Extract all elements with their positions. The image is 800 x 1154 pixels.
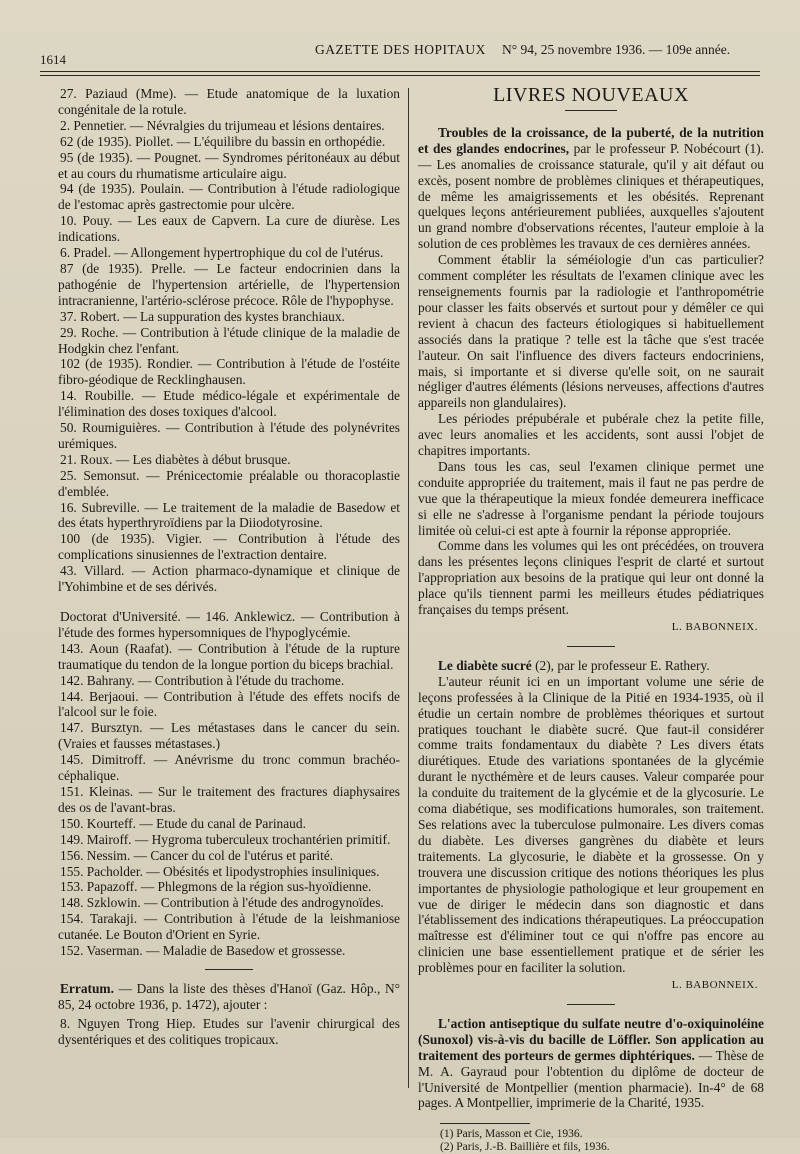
divider bbox=[567, 646, 615, 647]
thesis-entry: 10. Pouy. — Les eaux de Capvern. La cure de diurèse. Les indications. bbox=[58, 213, 400, 245]
thesis-entry: 153. Papazoff. — Phlegmons de la région sus-hyoïdienne. bbox=[60, 879, 372, 895]
book1-intro bbox=[418, 125, 764, 252]
thesis-entry: 50. Roumiguières. — Contribution à l'étude des polynévrites urémiques. bbox=[58, 420, 400, 451]
issue-info: N° 94, 25 novembre 1936. — 109e année. bbox=[502, 42, 731, 57]
column-separator bbox=[408, 88, 409, 1088]
thesis-entry: 147. Bursztyn. — Les métastases dans le cancer du sein. (Vraies et fausses métastases.) bbox=[58, 720, 400, 752]
footnote-1: (1) Paris, Masson et Cie, 1936. bbox=[440, 1128, 583, 1141]
page-header bbox=[40, 40, 760, 70]
footnote-2: (2) Paris, J.-B. Baillière et fils, 1936. bbox=[440, 1141, 610, 1154]
thesis-entry: 6. Pradel. — Allongement hypertrophique du col de l'utérus. bbox=[60, 245, 384, 261]
thesis-entry: 144. Berjaoui. — Contribution à l'étude des effets nocifs de l'alcool sur le foie. bbox=[58, 688, 400, 720]
thesis-entry: 143. Aoun (Raafat). — Contribution à l'étude de la rupture traumatique du tendon de la longue portion du biceps brachial. bbox=[58, 640, 400, 672]
thesis-entry: 37. Robert. — La suppuration des kystes branchiaux. bbox=[60, 308, 345, 324]
header-rule-top bbox=[40, 71, 760, 72]
page-number: 1614 bbox=[40, 52, 66, 67]
thesis-entry: 149. Mairoff. — Hygroma tuberculeux trochantérien primitif. bbox=[60, 831, 391, 847]
divider bbox=[205, 969, 253, 970]
left-column bbox=[58, 86, 400, 1048]
thesis-entry: 62 (de 1935). Piollet. — L'équilibre du bassin en orthopédie. bbox=[60, 133, 386, 149]
thesis-entry: 94 (de 1935). Poulain. — Contribution à l'étude radiologique de l'estomac après gastrectomie pour ulcère. bbox=[58, 181, 400, 213]
book3-text: — Thèse de M. A. Gayraud pour l'obtention du diplôme de docteur de l'Université de Montpellier (mention pharmacie). In-4° de 68 pages. A Montpellier, imprimerie de la Charité, 1935. bbox=[418, 1047, 764, 1111]
thesis-entry: 151. Kleinas. — Sur le traitement des fractures diaphysaires des os de l'avant-bras. bbox=[58, 783, 400, 815]
thesis-list-medicine bbox=[58, 86, 400, 595]
section-title: LIVRES NOUVEAUX bbox=[493, 84, 689, 106]
thesis-entry: 29. Roche. — Contribution à l'étude clinique de la maladie de Hodgkin chez l'enfant. bbox=[58, 324, 400, 356]
thesis-entry: 150. Kourteff. — Etude du canal de Parinaud. bbox=[60, 815, 306, 831]
thesis-entry: 156. Nessim. — Cancer du col de l'utérus et parité. bbox=[60, 847, 334, 863]
thesis-entry: 43. Villard. — Action pharmaco-dynamique et clinique de l'Yohimbine et de ses dérivés. bbox=[58, 563, 400, 595]
book2-title: Le diabète sucré bbox=[438, 657, 532, 673]
book3-body bbox=[418, 1016, 764, 1111]
erratum-label: Erratum. bbox=[60, 980, 114, 996]
book2-heading bbox=[418, 658, 764, 674]
thesis-entry: 87 (de 1935). Prelle. — Le facteur endocrinien dans la pathogénie de l'hypertension artérielle, de l'hypertension intracranienne, l'artério-sclérose précoce. Rôle de l'hypophyse. bbox=[58, 260, 400, 308]
book3-title: L'action antiseptique du sulfate neutre d'o-oxiquinoléine (Sunoxol) vis-à-vis du bacille de Löffler. Son application au traitement des porteurs de germes diphtériques. bbox=[418, 1015, 764, 1063]
divider bbox=[567, 1004, 615, 1005]
footnote-rule bbox=[440, 1123, 530, 1124]
thesis-entry: 21. Roux. — Les diabètes à début brusque. bbox=[60, 451, 291, 467]
thesis-entry: 25. Semonsut. — Prénicectomie préalable ou thoracoplastie d'emblée. bbox=[58, 467, 400, 499]
thesis-entry: 14. Roubille. — Etude médico-légale et expérimentale de l'élimination des doses toxiques d'alcool. bbox=[58, 388, 400, 420]
thesis-list-university bbox=[58, 641, 400, 959]
header-rule-bottom bbox=[40, 75, 760, 76]
book-review-2 bbox=[418, 658, 764, 994]
erratum bbox=[58, 981, 400, 1013]
book2-signature: L. BABONNEIX. bbox=[671, 979, 758, 992]
thesis-entry: 152. Vaserman. — Maladie de Basedow et grossesse. bbox=[60, 943, 346, 959]
thesis-entry: 145. Dimitroff. — Anévrisme du tronc commun brachéo-céphalique. bbox=[58, 752, 400, 784]
erratum-text: — Dans la liste des thèses d'Hanoï (Gaz. Hôp., N° 85, 24 octobre 1936, p. 1472), ajouter : bbox=[58, 980, 400, 1012]
spacer bbox=[58, 595, 400, 609]
book1-p1: — Les anomalies de croissance staturale, qu'il y ait défaut ou excès, posent nombre de problèmes cliniques et thérapeutiques, de même les amaigrissements et les obésités. Reprenant quelques leçons antérieurement publiées, auxquelles s'ajoutent un grand nombre d'observations récentes, l'auteur emploie à la solution de ces problèmes les travaux de ces dernières années. bbox=[418, 156, 764, 252]
erratum-entry: 8. Nguyen Trong Hiep. Etudes sur l'avenir chirurgical des dysentériques et des colitiques tropicaux. bbox=[58, 1015, 400, 1047]
book1-p4: Dans tous les cas, seul l'examen clinique permet une conduite appropriée du traitement, mais il faut ne pas perdre de vue que la thérapeutique la mieux fondée demeurera inefficace si elle ne s'adresse à l'organisme pendant la période toujours limitée où celui-ci est apte à fournir la réponse appropriée. bbox=[418, 458, 764, 538]
book1-p3: Les périodes prépubérale et pubérale chez la petite fille, avec leurs anomalies et les accidents, sont aussi l'objet de chapitres importants. bbox=[418, 411, 764, 459]
book1-author: par le professeur P. Nobécourt (1). bbox=[569, 140, 764, 156]
book2-author: (2), par le professeur E. Rathery. bbox=[531, 657, 710, 673]
thesis-entry: 154. Tarakaji. — Contribution à l'étude de la leishmaniose cutanée. Le Bouton d'Orient en Syrie. bbox=[58, 911, 400, 943]
thesis-entry: 155. Pacholder. — Obésités et lipodystrophies insuliniques. bbox=[60, 863, 380, 879]
book1-signature: L. BABONNEIX. bbox=[671, 621, 758, 633]
book2-p1: L'auteur réunit ici en un important volume une série de leçons professées à la Clinique de la Pitié en 1934-1935, où il étudie un certain nombre de problèmes théoriques et surtout pratiques touchant le diabète sucré. Que faut-il considérer comme traits fondamentaux du diabète ? Les divers états diurétiques. Etude des variations spontanées de la glycémie durant le nycthémère et de leurs causes. Valeur comparée pour la conduite du traitement de la glycémie et de la glycosurie. Le coma diabétique, ses modifications humorales, son traitement. Ses relations avec la tuberculose pulmonaire. Les divers comas du diabète. Les diverses gangrènes du diabète et leurs traitements. La glycosurie, le diabète et la grossesse. On y trouvera une discussion critique des notions théoriques les plus importantes de physiologie pathologique et leur groupement en vue de diriger le médecin dans son diagnostic et dans l'établissement des indications thérapeutiques. La préoccupation maîtresse est d'éliminer tout ce qui n'offre pas encore au clinicien une base essentiellement pratique et de sérier les problèmes pour en faciliter la solution. bbox=[418, 673, 764, 976]
book-review-3 bbox=[418, 1016, 764, 1111]
thesis-entry: 95 (de 1935). — Pougnet. — Syndromes péritonéaux au début et au cours du rhumatisme articulaire aigu. bbox=[58, 149, 400, 181]
book-review-1 bbox=[418, 125, 764, 636]
title-rule bbox=[565, 110, 617, 111]
thesis-entry: 16. Subreville. — Le traitement de la maladie de Basedow et des états hyperthryroïdiens par la Diiodotyrosine. bbox=[58, 499, 400, 531]
thesis-entry: 102 (de 1935). Rondier. — Contribution à l'étude de l'ostéite fibro-géodique de Recklinghausen. bbox=[58, 356, 400, 388]
thesis-entry: 27. Paziaud (Mme). — Etude anatomique de la luxation congénitale de la rotule. bbox=[58, 86, 400, 117]
book1-title: Troubles de la croissance, de la puberté, de la nutrition et des glandes endocrines, bbox=[418, 124, 764, 156]
thesis-entry: 2. Pennetier. — Névralgies du trijumeau et lésions dentaires. bbox=[60, 117, 385, 133]
book1-p2: Comment établir la séméiologie d'un cas particulier? comment compléter les résultats de l'examen clinique avec les renseignements fournis par la radiologie et l'anthropométrie pour classer les faits observés et surtout pour y démêler ce qui revient à chacun des facteurs étiologiques si habituellement associés dans la pratique ? telle est la tâche que s'est tracée l'auteur. On sait l'influence des divers facteurs endocriniens, mais, si importante et si diverse qu'elle soit, on ne saurait négliger d'autres éléments (lésions nerveuses, affections d'autres appareils non glandulaires). bbox=[418, 252, 764, 411]
thesis-entry: 148. Szklowin. — Contribution à l'étude des androgynoïdes. bbox=[60, 895, 384, 911]
right-column bbox=[418, 86, 764, 1154]
thesis-entry: 100 (de 1935). Vigier. — Contribution à l'étude des complications sinusiennes de l'extraction dentaire. bbox=[58, 531, 400, 563]
doctorat-intro: Doctorat d'Université. — 146. Anklewicz. — Contribution à l'étude des formes hypersomniques de l'hypoglycémie. bbox=[58, 609, 400, 640]
journal-title: GAZETTE DES HOPITAUX bbox=[315, 42, 486, 57]
thesis-entry: 142. Bahrany. — Contribution à l'étude du trachome. bbox=[60, 672, 345, 688]
book1-p5: Comme dans les volumes qui les ont précédées, on trouvera dans les présentes leçons cliniques l'esprit de clarté et surtout l'appropriation aux besoins de la pratique qui leur ont donné la place qu'ils tiennent parmi les meilleurs études pédiatriques françaises du temps présent. bbox=[418, 538, 764, 618]
